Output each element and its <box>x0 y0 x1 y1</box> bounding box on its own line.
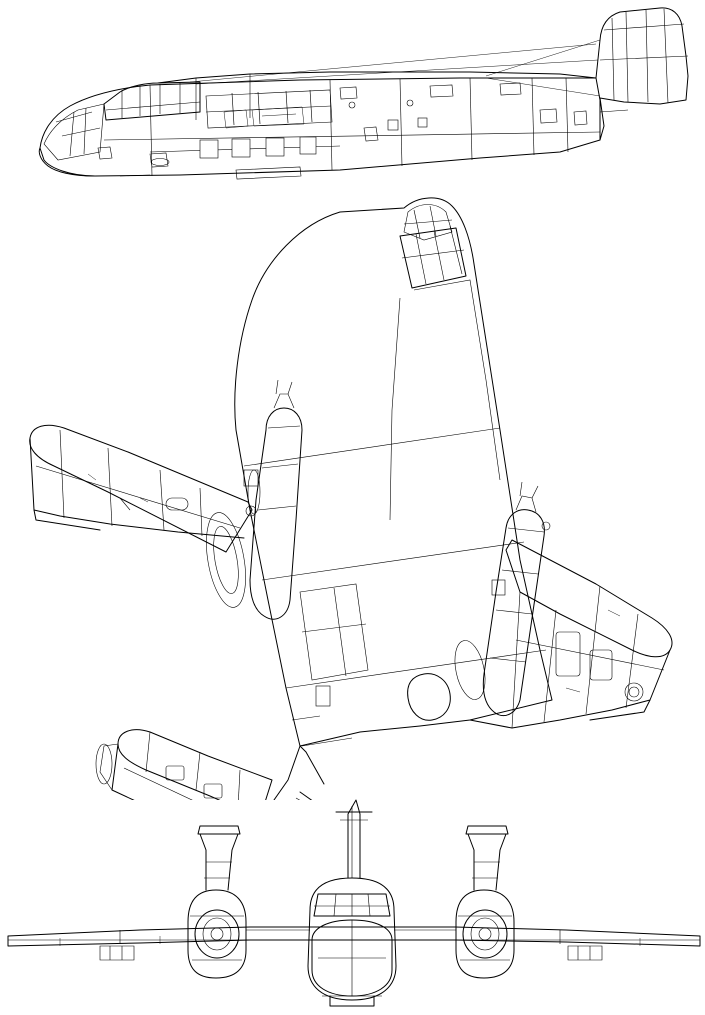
front-detail-lines <box>60 930 640 946</box>
side-elevation-svg <box>0 0 705 200</box>
side-landing-gear-doors <box>120 167 301 179</box>
plan-fuselage <box>235 198 552 746</box>
front-starboard-nacelle <box>456 826 514 978</box>
plan-port-wing <box>30 425 252 552</box>
front-wings <box>8 927 700 960</box>
side-windows-and-hatches <box>98 83 587 167</box>
plan-starboard-nacelle <box>450 482 550 716</box>
plan-weapons-bay <box>300 584 450 720</box>
front-elevation-svg <box>0 790 705 1015</box>
side-panel-lines <box>104 78 600 176</box>
plan-view-svg <box>0 180 705 800</box>
plan-rear-fuselage-panels <box>292 686 352 746</box>
front-fuselage <box>308 800 396 1006</box>
side-fuselage-outline <box>39 72 600 176</box>
plan-starboard-wing <box>470 540 672 728</box>
front-elevation-view <box>0 790 705 1015</box>
side-elevation-view <box>0 0 705 200</box>
plan-view <box>0 180 705 800</box>
front-port-nacelle <box>188 826 246 978</box>
plan-port-nacelle <box>200 380 302 619</box>
